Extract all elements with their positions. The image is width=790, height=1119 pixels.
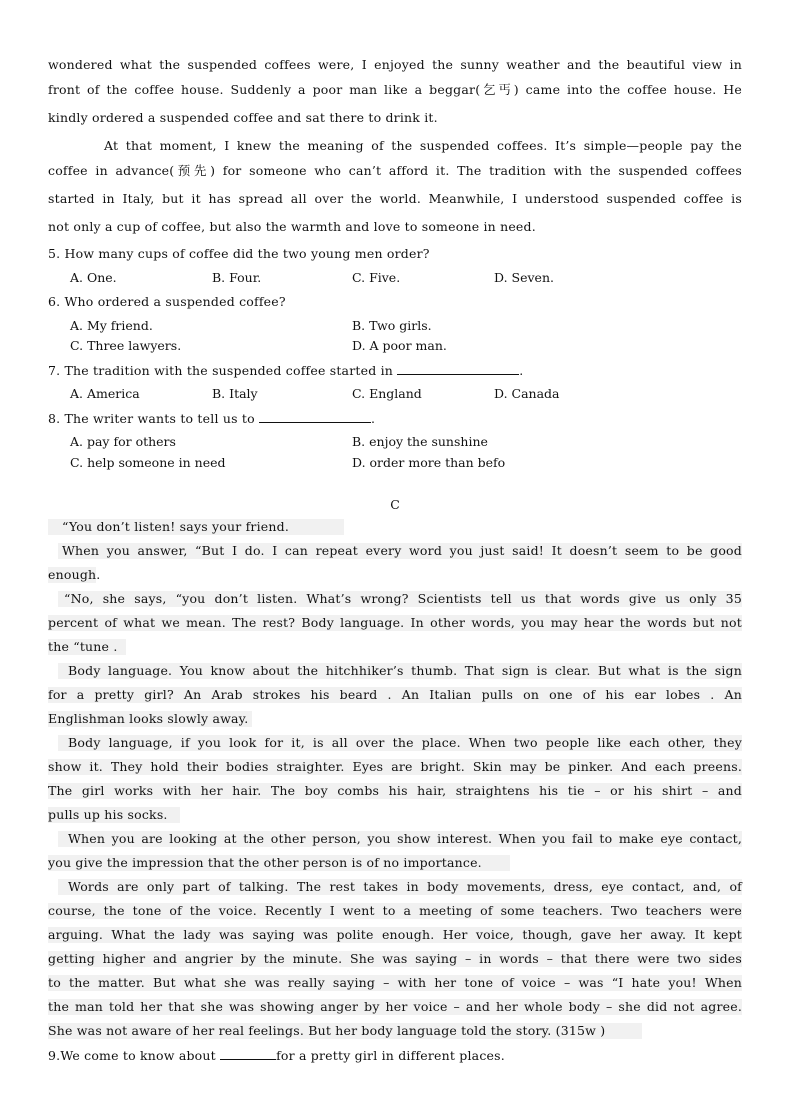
section-c-heading: C bbox=[390, 497, 400, 512]
question-8-option-a[interactable]: A. pay for others bbox=[70, 434, 176, 449]
passage-c-line: Words are only part of talking. The rest takes in body movements, dress, eye contact, and, of bbox=[58, 879, 742, 895]
passage-c-line: for a pretty girl? An Arab strokes his beard . An Italian pulls on one of his ear lobes . An bbox=[48, 687, 742, 702]
question-5-option-c[interactable]: C. Five. bbox=[352, 270, 401, 285]
passage-line: not only a cup of coffee, but also the warmth and love to someone in need. bbox=[48, 219, 536, 234]
passage-c-line: show it. They hold their bodies straighter. Eyes are bright. Skin may be pinker. And each preens. bbox=[48, 759, 742, 774]
question-5-option-d[interactable]: D. Seven. bbox=[494, 270, 554, 285]
passage-line: coffee in advance(预先) for someone who can’t afford it. The tradition with the suspended coffees bbox=[48, 163, 742, 178]
passage-c-line: pulls up his socks. bbox=[48, 807, 180, 823]
question-8-stem bbox=[48, 410, 742, 427]
question-8-stem-end: . bbox=[371, 411, 376, 426]
passage-c-line: percent of what we mean. The rest? Body language. In other words, you may hear the words but not bbox=[48, 615, 742, 630]
question-8-stem-text: 8. The writer wants to tell us to bbox=[48, 411, 259, 426]
question-9-stem bbox=[48, 1047, 742, 1064]
passage-c-line: “No, she says, “you don’t listen. What’s wrong? Scientists tell us that words give us only 35 bbox=[58, 591, 742, 607]
question-9-stem-text: 9.We come to know about bbox=[48, 1048, 221, 1063]
passage-c-line: course, the tone of the voice. Recently I went to a meeting of some teachers. Two teachers were bbox=[48, 903, 742, 918]
passage-c-line: Body language. You know about the hitchhiker’s thumb. That sign is clear. But what is the sign bbox=[58, 663, 742, 679]
question-6-option-c[interactable]: C. Three lawyers. bbox=[70, 338, 182, 353]
question-5-option-b[interactable]: B. Four. bbox=[212, 270, 262, 285]
passage-c-line: getting higher and angrier by the minute. She was saying – in words – that there were two sides bbox=[48, 951, 742, 966]
question-6-option-b[interactable]: B. Two girls. bbox=[352, 318, 432, 333]
question-7-stem-text: 7. The tradition with the suspended coffee started in bbox=[48, 363, 398, 378]
passage-c-line: Body language, if you look for it, is all over the place. When two people like each other, they bbox=[58, 735, 742, 751]
passage-c-line: arguing. What the lady was saying was polite enough. Her voice, though, gave her away. It kept bbox=[48, 927, 742, 942]
question-6-option-d[interactable]: D. A poor man. bbox=[352, 338, 447, 353]
question-7-stem-end: . bbox=[519, 363, 524, 378]
passage-c-line: When you are looking at the other person, you show interest. When you fail to make eye contact, bbox=[58, 831, 742, 847]
question-7-option-c[interactable]: C. England bbox=[352, 386, 422, 401]
passage-line: kindly ordered a suspended coffee and sat there to drink it. bbox=[48, 110, 438, 125]
passage-c-line: the man told her that she was showing anger by her voice – and her whole body – she did not agree. bbox=[48, 999, 742, 1014]
question-7-option-b[interactable]: B. Italy bbox=[212, 386, 258, 401]
passage-line: started in Italy, but it has spread all over the world. Meanwhile, I understood suspended coffee is bbox=[48, 191, 742, 206]
question-7-option-a[interactable]: A. America bbox=[70, 386, 140, 401]
passage-line: wondered what the suspended coffees were, I enjoyed the sunny weather and the beautiful view in bbox=[48, 57, 742, 72]
question-6-stem: 6. Who ordered a suspended coffee? bbox=[48, 294, 286, 309]
question-9-stem-end: for a pretty girl in different places. bbox=[276, 1048, 505, 1063]
passage-line: At that moment, I knew the meaning of the suspended coffees. It’s simple—people pay the bbox=[104, 138, 742, 153]
passage-c-line: When you answer, “But I do. I can repeat every word you just said! It doesn’t seem to be good bbox=[58, 543, 742, 559]
passage-c-line: you give the impression that the other person is of no importance. bbox=[48, 855, 510, 871]
question-7-stem bbox=[48, 362, 742, 379]
passage-c-line: enough. bbox=[48, 567, 101, 582]
question-8-blank[interactable] bbox=[259, 410, 371, 423]
passage-c-line: Englishman looks slowly away. bbox=[48, 711, 252, 727]
question-7-blank[interactable] bbox=[397, 362, 519, 375]
question-7-option-d[interactable]: D. Canada bbox=[494, 386, 560, 401]
question-8-option-d[interactable]: D. order more than befo bbox=[352, 455, 506, 470]
passage-c-line: The girl works with her hair. The boy combs his hair, straightens his tie – or his shirt – and bbox=[48, 783, 742, 798]
passage-c-line: She was not aware of her real feelings. But her body language told the story. (315w ) bbox=[48, 1023, 642, 1039]
passage-c-line: the “tune . bbox=[48, 639, 126, 655]
question-8-option-c[interactable]: C. help someone in need bbox=[70, 455, 226, 470]
passage-c-line: to the matter. But what she was really saying – with her tone of voice – was “I hate you! When bbox=[48, 975, 742, 990]
passage-line: front of the coffee house. Suddenly a poor man like a beggar(乞丐) came into the coffee house. He bbox=[48, 82, 742, 97]
question-5-option-a[interactable]: A. One. bbox=[70, 270, 117, 285]
question-6-option-a[interactable]: A. My friend. bbox=[70, 318, 153, 333]
question-8-option-b[interactable]: B. enjoy the sunshine bbox=[352, 434, 488, 449]
question-5-stem: 5. How many cups of coffee did the two young men order? bbox=[48, 246, 430, 261]
passage-c-line: “You don’t listen! says your friend. bbox=[48, 519, 344, 535]
question-9-blank[interactable] bbox=[220, 1047, 276, 1060]
